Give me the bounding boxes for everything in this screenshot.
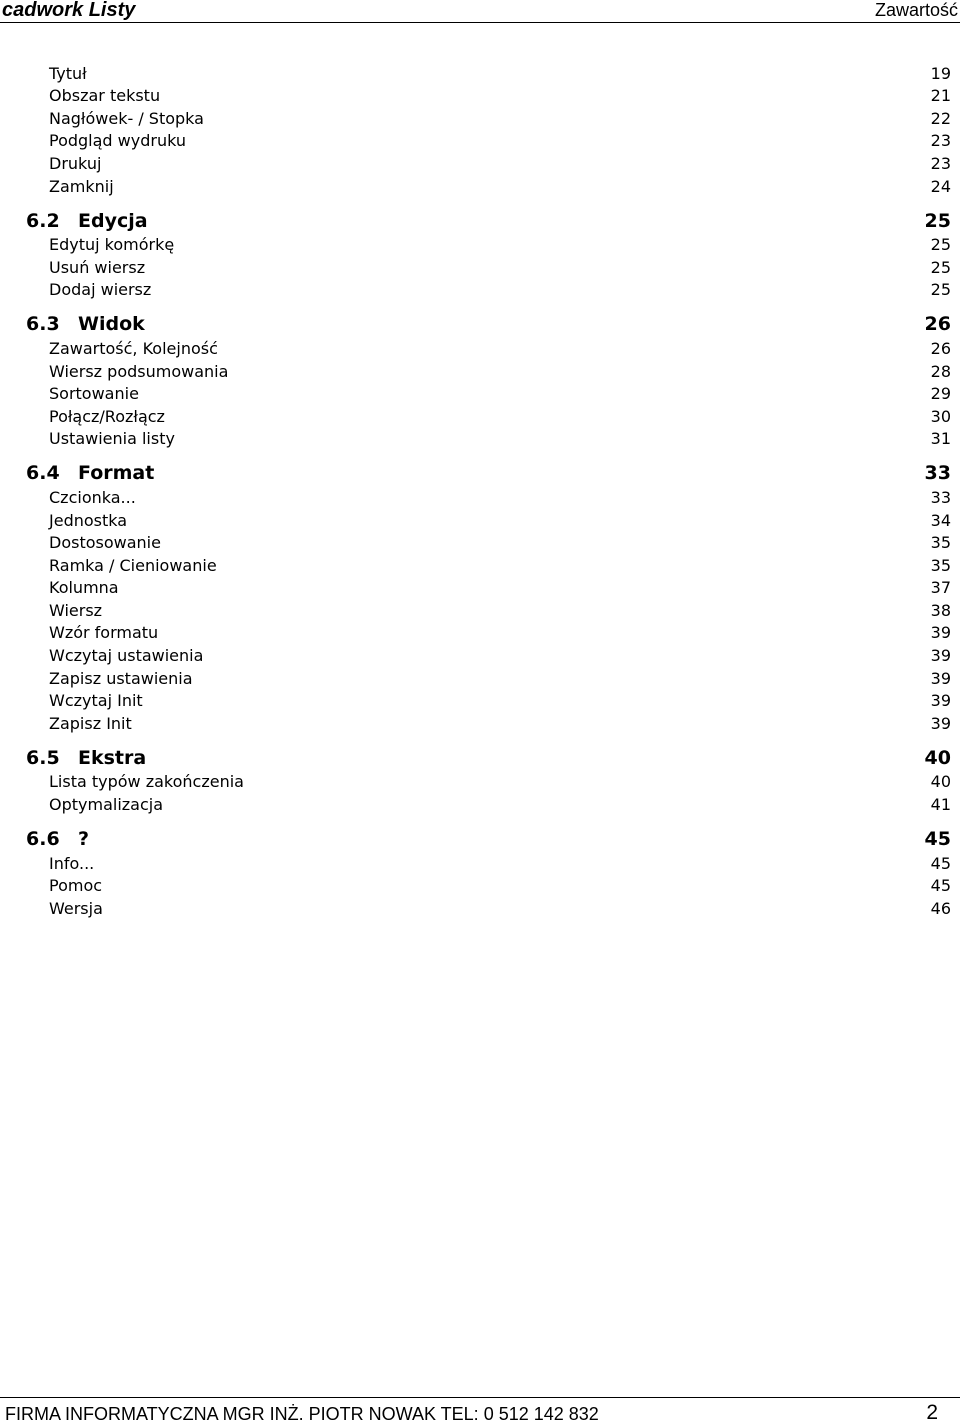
toc-section-number: 6.6 (26, 828, 60, 851)
toc-page-number: 25 (930, 280, 951, 300)
toc-page-number: 38 (930, 600, 951, 620)
page-number: 2 (926, 1401, 938, 1424)
toc-entry-label: Kolumna (49, 578, 119, 598)
toc-entry-label: Lista typów zakończenia (49, 772, 244, 792)
toc-entry-label: Optymalizacja (49, 795, 164, 815)
toc-section-number: 6.5 (26, 746, 60, 769)
toc-entry-label: Usuń wiersz (49, 257, 146, 277)
toc-entry-label: Połącz/Rozłącz (49, 406, 165, 426)
toc-page-number: 24 (930, 176, 951, 196)
toc-section-heading[interactable] (0, 300, 960, 336)
toc-entry-label: Sortowanie (49, 384, 139, 404)
toc-entry-label: Wzór formatu (49, 623, 159, 643)
toc-entry[interactable] (0, 851, 960, 874)
toc-entry-label: Czcionka... (49, 487, 136, 507)
toc-page-number: 39 (930, 691, 951, 711)
toc-page-number: 23 (930, 131, 951, 151)
toc-page-number: 23 (930, 153, 951, 173)
toc-page-number: 40 (930, 772, 951, 792)
toc-entry-label: Podgląd wydruku (49, 131, 187, 151)
toc-page-number: 45 (924, 828, 951, 851)
toc-entry[interactable] (0, 278, 960, 301)
toc-entry[interactable] (0, 643, 960, 666)
toc-entry-label: Wiersz (49, 600, 103, 620)
toc-page-number: 35 (930, 555, 951, 575)
toc-entry-label: Zapisz Init (49, 713, 132, 733)
toc-entry[interactable] (0, 129, 960, 152)
toc-entry[interactable] (0, 874, 960, 897)
toc-entry[interactable] (0, 233, 960, 256)
toc-page-number: 30 (930, 406, 951, 426)
toc-page-number: 45 (930, 876, 951, 896)
toc-entry-label: Dostosowanie (49, 533, 161, 553)
toc-section-title: Edycja (78, 209, 148, 232)
toc-entry-label: Obszar tekstu (49, 86, 161, 106)
toc-entry-label: Wczytaj ustawienia (49, 646, 204, 666)
toc-section-number: 6.2 (26, 209, 60, 232)
toc-entry[interactable] (0, 553, 960, 576)
toc-page-number: 26 (930, 338, 951, 358)
toc-entry-label: Tytuł (49, 63, 87, 83)
toc-entry[interactable] (0, 382, 960, 405)
toc-page-number: 21 (930, 86, 951, 106)
toc-entry[interactable] (0, 359, 960, 382)
toc-page-number: 34 (930, 510, 951, 530)
toc-entry-label: Dodaj wiersz (49, 280, 152, 300)
toc-page-number: 41 (930, 795, 951, 815)
toc-entry-label: Zawartość, Kolejność (49, 338, 218, 358)
toc-entry[interactable] (0, 151, 960, 174)
toc-section-number: 6.4 (26, 462, 60, 485)
table-of-contents (0, 61, 960, 919)
toc-page-number: 39 (930, 623, 951, 643)
toc-entry[interactable] (0, 598, 960, 621)
toc-entry[interactable] (0, 84, 960, 107)
toc-entry[interactable] (0, 896, 960, 919)
toc-page-number: 25 (924, 209, 951, 232)
toc-page-number: 45 (930, 853, 951, 873)
toc-entry[interactable] (0, 576, 960, 599)
toc-page-number: 39 (930, 713, 951, 733)
toc-section-heading[interactable] (0, 815, 960, 851)
footer-company-info: FIRMA INFORMATYCZNA MGR INŻ. PIOTR NOWAK TEL: 0 512 142 832 (5, 1404, 599, 1424)
toc-section-number: 6.3 (26, 313, 60, 336)
toc-page-number: 37 (930, 578, 951, 598)
toc-page-number: 39 (930, 668, 951, 688)
toc-entry-label: Ustawienia listy (49, 429, 175, 449)
toc-section-label (26, 313, 145, 335)
toc-entry[interactable] (0, 531, 960, 554)
toc-page-number: 25 (930, 235, 951, 255)
toc-entry-label: Pomoc (49, 876, 103, 896)
section-title: Zawartość (874, 0, 958, 20)
toc-page-number: 26 (924, 313, 951, 336)
toc-page-number: 31 (930, 429, 951, 449)
toc-section-heading[interactable] (0, 449, 960, 485)
toc-entry-label: Ramka / Cieniowanie (49, 555, 217, 575)
toc-section-heading[interactable] (0, 197, 960, 233)
toc-page-number: 22 (930, 108, 951, 128)
toc-entry[interactable] (0, 485, 960, 508)
toc-page-number: 29 (930, 384, 951, 404)
toc-entry[interactable] (0, 770, 960, 793)
toc-entry[interactable] (0, 404, 960, 427)
toc-page-number: 46 (930, 898, 951, 918)
toc-entry-label: Wczytaj Init (49, 691, 143, 711)
toc-entry[interactable] (0, 174, 960, 197)
document-title: cadwork Listy (2, 0, 136, 21)
toc-entry-label: Drukuj (49, 153, 102, 173)
toc-entry[interactable] (0, 792, 960, 815)
toc-entry-label: Edytuj komórkę (49, 235, 175, 255)
page-header (0, 0, 960, 23)
toc-section-label (26, 462, 154, 484)
toc-page-number: 33 (930, 487, 951, 507)
toc-section-label (26, 210, 148, 232)
toc-page-number: 39 (930, 646, 951, 666)
toc-section-label (26, 828, 89, 850)
toc-entry-label: Zamknij (49, 176, 114, 196)
toc-section-title: Format (78, 462, 155, 485)
toc-entry[interactable] (0, 61, 960, 84)
toc-entry[interactable] (0, 255, 960, 278)
toc-section-label (26, 747, 146, 769)
toc-entry-label: Wiersz podsumowania (49, 361, 229, 381)
toc-section-heading[interactable] (0, 734, 960, 770)
toc-page-number: 25 (930, 257, 951, 277)
toc-section-title: Ekstra (78, 746, 147, 769)
toc-entry[interactable] (0, 106, 960, 129)
toc-page-number: 40 (924, 746, 951, 769)
toc-entry[interactable] (0, 508, 960, 531)
page-footer (0, 1397, 960, 1425)
toc-page-number: 19 (930, 63, 951, 83)
toc-entry-label: Info... (49, 853, 95, 873)
toc-entry-label: Nagłówek- / Stopka (49, 108, 204, 128)
toc-entry[interactable] (0, 711, 960, 734)
toc-page-number: 35 (930, 533, 951, 553)
toc-page-number: 28 (930, 361, 951, 381)
toc-section-title: Widok (78, 313, 145, 336)
toc-entry-label: Wersja (49, 898, 103, 918)
toc-entry[interactable] (0, 427, 960, 450)
toc-entry[interactable] (0, 666, 960, 689)
toc-entry[interactable] (0, 689, 960, 712)
toc-entry[interactable] (0, 336, 960, 359)
toc-page-number: 33 (924, 462, 951, 485)
toc-entry-label: Zapisz ustawienia (49, 668, 193, 688)
toc-entry-label: Jednostka (49, 510, 128, 530)
toc-entry[interactable] (0, 621, 960, 644)
toc-section-title: ? (78, 828, 90, 851)
